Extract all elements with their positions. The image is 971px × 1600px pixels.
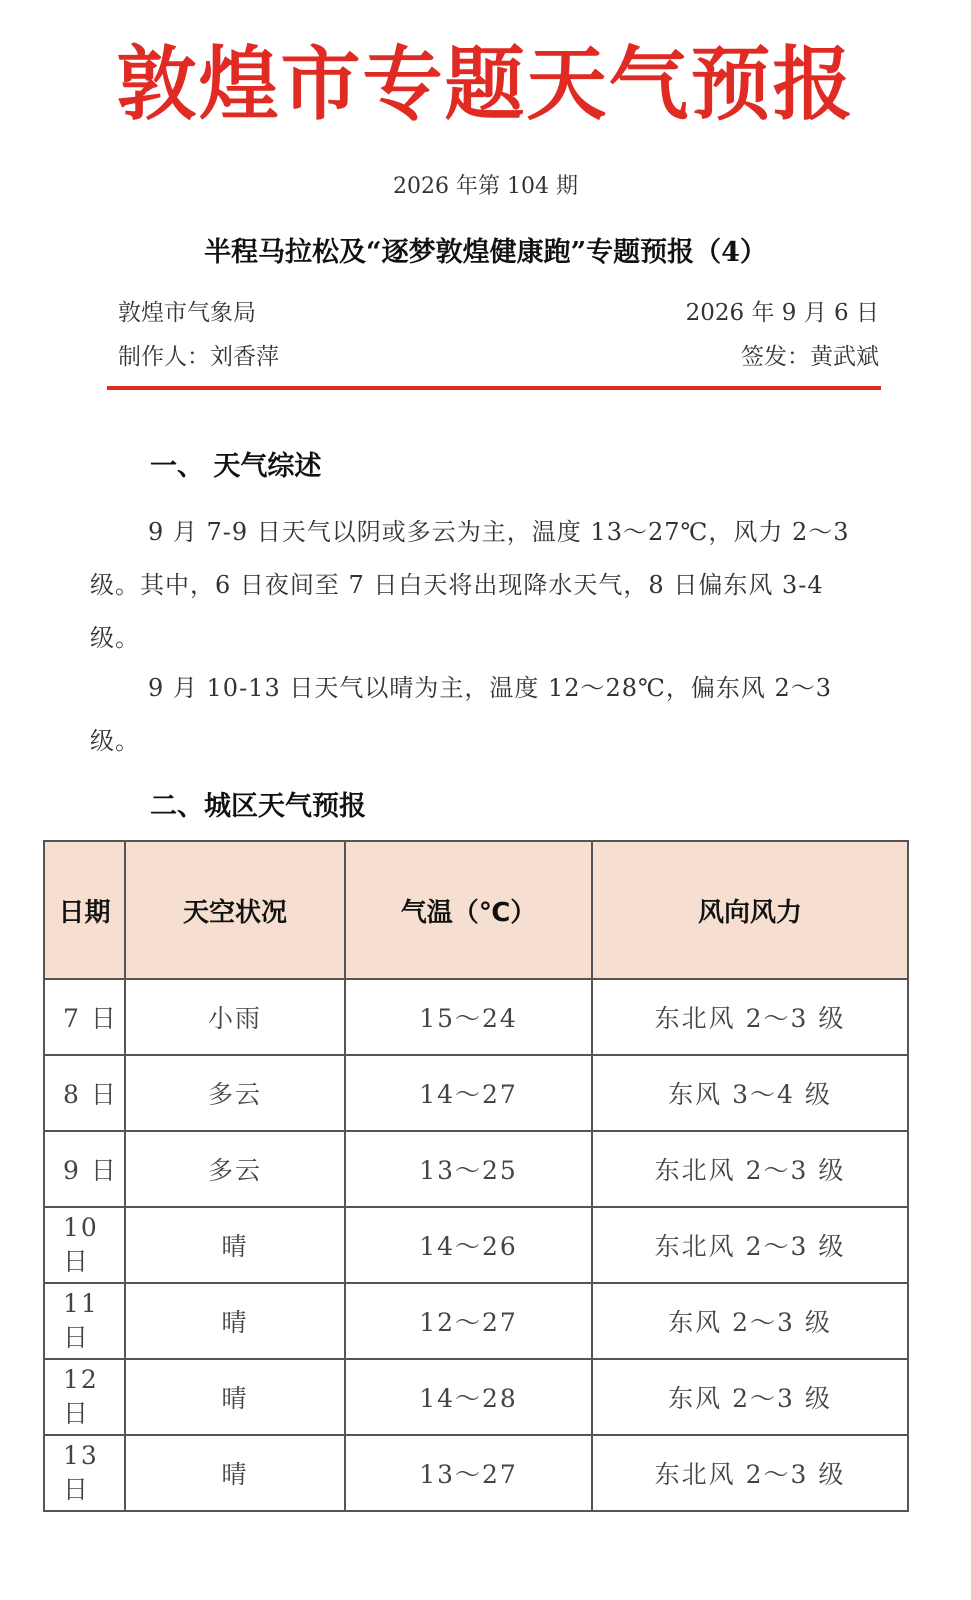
cell-date: 12 日 xyxy=(44,1359,125,1435)
cell-sky: 多云 xyxy=(125,1131,345,1207)
cell-wind: 东风 2～3 级 xyxy=(592,1283,908,1359)
summary-paragraph-2: 9 月 10-13 日天气以晴为主，温度 12～28℃，偏东风 2～3 级。 xyxy=(90,674,833,755)
summary-paragraph-1: 9 月 7-9 日天气以阴或多云为主，温度 13～27℃，风力 2～3 级。其中，6 日夜间至 7 日白天将出现降水天气，8 日偏东风 3-4 级。 xyxy=(90,518,850,652)
cell-sky: 晴 xyxy=(125,1207,345,1283)
table-row xyxy=(44,1131,908,1207)
cell-wind: 东风 2～3 级 xyxy=(592,1359,908,1435)
cell-temperature: 13～27 xyxy=(345,1435,592,1511)
table-row xyxy=(44,1359,908,1435)
cell-temperature: 13～25 xyxy=(345,1131,592,1207)
cell-date: 8 日 xyxy=(44,1055,125,1131)
cell-temperature: 14～27 xyxy=(345,1055,592,1131)
issue-date: 2026 年 9 月 6 日 xyxy=(685,300,879,326)
cell-sky: 晴 xyxy=(125,1283,345,1359)
cell-temperature: 15～24 xyxy=(345,979,592,1055)
issue-number: 2026 年第 104 期 xyxy=(393,174,578,199)
cell-sky: 晴 xyxy=(125,1435,345,1511)
cell-wind: 东风 3～4 级 xyxy=(592,1055,908,1131)
cell-wind: 东北风 2～3 级 xyxy=(592,1435,908,1511)
table-row xyxy=(44,1283,908,1359)
section-heading-summary: 一、 天气综述 xyxy=(150,451,322,482)
table-row xyxy=(44,1207,908,1283)
section-heading-city-forecast: 二、城区天气预报 xyxy=(150,791,366,822)
cell-date: 9 日 xyxy=(44,1131,125,1207)
cell-date: 10 日 xyxy=(44,1207,125,1283)
cell-temperature: 14～28 xyxy=(345,1359,592,1435)
cell-wind: 东北风 2～3 级 xyxy=(592,1131,908,1207)
table-header-row xyxy=(44,841,908,979)
cell-sky: 小雨 xyxy=(125,979,345,1055)
document-title: 敦煌市专题天气预报 xyxy=(116,37,855,131)
table-row xyxy=(44,1055,908,1131)
cell-date: 11 日 xyxy=(44,1283,125,1359)
column-header-temperature: 气温（℃） xyxy=(345,841,592,979)
header-divider xyxy=(107,386,881,390)
column-header-wind: 风向风力 xyxy=(592,841,908,979)
cell-sky: 多云 xyxy=(125,1055,345,1131)
cell-wind: 东北风 2～3 级 xyxy=(592,979,908,1055)
forecast-subtitle: 半程马拉松及“逐梦敦煌健康跑”专题预报（4） xyxy=(204,237,767,268)
cell-date: 13 日 xyxy=(44,1435,125,1511)
column-header-date: 日期 xyxy=(44,841,125,979)
cell-temperature: 12～27 xyxy=(345,1283,592,1359)
table-row xyxy=(44,1435,908,1511)
forecast-table xyxy=(43,840,909,1512)
cell-date: 7 日 xyxy=(44,979,125,1055)
agency-name: 敦煌市气象局 xyxy=(118,300,256,326)
cell-temperature: 14～26 xyxy=(345,1207,592,1283)
author-line: 制作人：刘香萍 xyxy=(118,344,279,370)
cell-sky: 晴 xyxy=(125,1359,345,1435)
table-row xyxy=(44,979,908,1055)
issuer-line: 签发：黄武斌 xyxy=(741,344,879,370)
column-header-sky: 天空状况 xyxy=(125,841,345,979)
cell-wind: 东北风 2～3 级 xyxy=(592,1207,908,1283)
